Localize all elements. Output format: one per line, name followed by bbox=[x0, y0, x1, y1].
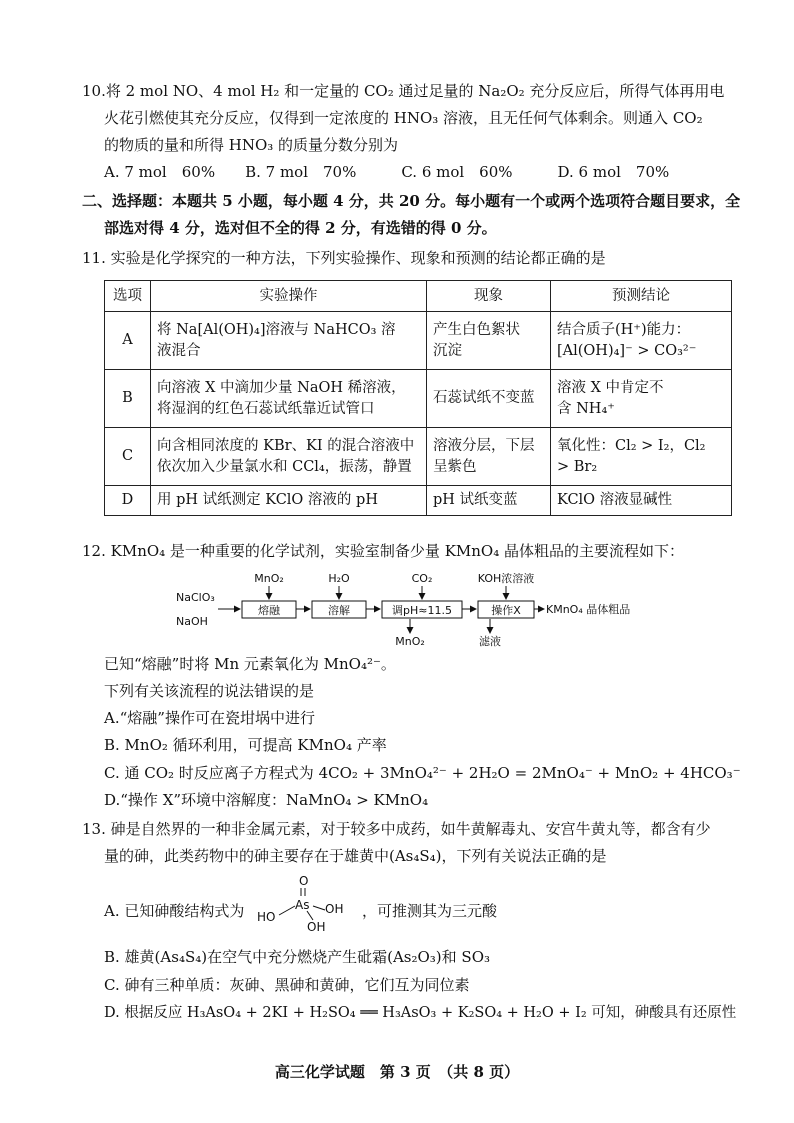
header-operation: 实验操作 bbox=[151, 281, 427, 312]
flow-input-naclo3: NaClO₃ bbox=[176, 591, 215, 604]
q10-line1: 10.将 2 mol NO、4 mol H₂ 和一定量的 CO₂ 通过足量的 Na₂O₂ 充分反应后，所得气体再用电 bbox=[82, 82, 725, 100]
cl-line: 含 NH₄⁺ bbox=[557, 400, 615, 417]
q11-table bbox=[104, 280, 732, 516]
row-phenomenon: 石蕊试纸不变蓝 bbox=[427, 370, 551, 428]
q13-option-a-pre: A. 已知砷酸结构式为 bbox=[104, 902, 245, 920]
flow-above-co2: CO₂ bbox=[411, 573, 433, 585]
table-row bbox=[105, 312, 732, 370]
q10-options: A. 7 mol 60% B. 7 mol 70% C. 6 mol 60% D. 6 mol 70% bbox=[104, 163, 670, 181]
page-footer: 高三化学试题 第 3 页 （共 8 页） bbox=[274, 1063, 520, 1081]
struct-o: O bbox=[299, 874, 309, 888]
q13-option-d: D. 根据反应 H₃AsO₄ + 2KI + H₂SO₄ ══ H₃AsO₃ + K₂SO₄ + H₂O + I₂ 可知，砷酸具有还原性 bbox=[104, 1005, 737, 1021]
struct-as: As bbox=[295, 898, 310, 912]
row-phenomenon: pH 试纸变蓝 bbox=[427, 486, 551, 516]
q12-ask: 下列有关该流程的说法错误的是 bbox=[104, 682, 315, 700]
row-conclusion bbox=[551, 428, 732, 486]
section2-line2: 部选对得 4 分，选对但不全的得 2 分，有选错的得 0 分。 bbox=[104, 219, 497, 237]
q10-line3: 的物质的量和所得 HNO₃ 的质量分数分别为 bbox=[104, 136, 399, 154]
q13-option-b: B. 雄黄(As₄S₄)在空气中充分燃烧产生砒霜(As₂O₃)和 SO₃ bbox=[104, 948, 491, 966]
q12-option-d: D.“操作 X”环境中溶解度：NaMnO₄ > KMnO₄ bbox=[104, 791, 429, 809]
q13-line2: 量的砷，此类药物中的砷主要存在于雄黄中(As₄S₄)，下列有关说法正确的是 bbox=[104, 847, 607, 865]
flow-below-mno2: MnO₂ bbox=[395, 635, 425, 648]
flow-step-adjust-ph: 调pH≈11.5 bbox=[392, 604, 452, 617]
flow-product: KMnO₄ 晶体粗品 bbox=[546, 603, 631, 616]
struct-oh-bottom: OH bbox=[307, 920, 326, 934]
flow-step-melt: 熔融 bbox=[258, 604, 280, 617]
q13-line1: 13. 砷是自然界的一种非金属元素，对于较多中成药，如牛黄解毒丸、安宫牛黄丸等，都含有少 bbox=[82, 820, 711, 838]
q12-option-a: A.“熔融”操作可在瓷坩埚中进行 bbox=[104, 709, 315, 727]
cl-line: [Al(OH)₄]⁻ > CO₃²⁻ bbox=[557, 342, 697, 359]
table-row bbox=[105, 428, 732, 486]
struct-oh-left: HO bbox=[257, 910, 276, 924]
q10-line2: 火花引燃使其充分反应，仅得到一定浓度的 HNO₃ 溶液，且无任何气体剩余。则通入 CO₂ bbox=[104, 109, 703, 127]
q11-stem: 11. 实验是化学探究的一种方法，下列实验操作、现象和预测的结论都正确的是 bbox=[82, 249, 606, 267]
arsenic-acid-structure bbox=[255, 873, 365, 935]
row-option: D bbox=[105, 486, 151, 516]
row-conclusion bbox=[551, 312, 732, 370]
ph-line: 呈紫色 bbox=[433, 458, 477, 475]
q13-option-a-post: ，可推测其为三元酸 bbox=[362, 902, 498, 920]
row-operation bbox=[151, 428, 427, 486]
row-operation bbox=[151, 312, 427, 370]
section2-line1: 二、选择题：本题共 5 小题，每小题 4 分，共 20 分。每小题有一个或两个选项符合题目要求，全 bbox=[82, 192, 741, 210]
row-option: B bbox=[105, 370, 151, 428]
flow-input-naoh: NaOH bbox=[176, 615, 208, 628]
op-line: 将 Na[Al(OH)₄]溶液与 NaHCO₃ 溶 bbox=[157, 321, 396, 338]
q12-option-b: B. MnO₂ 循环利用，可提高 KMnO₄ 产率 bbox=[104, 736, 387, 754]
row-conclusion bbox=[551, 370, 732, 428]
row-operation: 用 pH 试纸测定 KClO 溶液的 pH bbox=[151, 486, 427, 516]
flow-above-koh: KOH浓溶液 bbox=[477, 573, 535, 585]
op-line: 将湿润的红色石蕊试纸靠近试管口 bbox=[157, 400, 375, 417]
q12-option-c: C. 通 CO₂ 时反应离子方程式为 4CO₂ + 3MnO₄²⁻ + 2H₂O = 2MnO₄⁻ + MnO₂ + 4HCO₃⁻ bbox=[104, 764, 741, 782]
ph-line: 溶液分层，下层 bbox=[433, 437, 535, 454]
flow-step-operation-x: 操作X bbox=[491, 604, 521, 617]
flow-above-mno2: MnO₂ bbox=[254, 573, 284, 585]
header-phenomenon: 现象 bbox=[427, 281, 551, 312]
row-phenomenon bbox=[427, 312, 551, 370]
op-line: 向溶液 X 中滴加少量 NaOH 稀溶液， bbox=[157, 379, 406, 396]
op-line: 依次加入少量氯水和 CCl₄，振荡，静置 bbox=[157, 458, 412, 475]
ph-line: 产生白色絮状 bbox=[433, 321, 520, 338]
cl-line: 结合质子(H⁺)能力： bbox=[557, 321, 691, 338]
q12-known: 已知“熔融”时将 Mn 元素氧化为 MnO₄²⁻。 bbox=[104, 655, 396, 673]
q12-stem: 12. KMnO₄ 是一种重要的化学试剂，实验室制备少量 KMnO₄ 晶体粗品的主要流程如下： bbox=[82, 542, 685, 560]
row-phenomenon bbox=[427, 428, 551, 486]
row-operation bbox=[151, 370, 427, 428]
row-option: A bbox=[105, 312, 151, 370]
ph-line: 沉淀 bbox=[433, 342, 462, 359]
op-line: 向含相同浓度的 KBr、KI 的混合溶液中 bbox=[157, 437, 415, 454]
flow-diagram bbox=[170, 573, 690, 653]
row-conclusion: KClO 溶液显碱性 bbox=[551, 486, 732, 516]
header-conclusion: 预测结论 bbox=[551, 281, 732, 312]
cl-line: 溶液 X 中肯定不 bbox=[557, 379, 664, 396]
cl-line: > Br₂ bbox=[557, 458, 598, 475]
flow-above-h2o: H₂O bbox=[328, 573, 350, 585]
q13-option-c: C. 砷有三种单质：灰砷、黑砷和黄砷，它们互为同位素 bbox=[104, 976, 470, 994]
op-line: 液混合 bbox=[157, 342, 201, 359]
table-header-row bbox=[105, 281, 732, 312]
struct-oh-right: OH bbox=[325, 902, 344, 916]
table-row bbox=[105, 486, 732, 516]
table-row bbox=[105, 370, 732, 428]
header-option: 选项 bbox=[105, 281, 151, 312]
flow-step-dissolve: 溶解 bbox=[328, 604, 350, 617]
row-option: C bbox=[105, 428, 151, 486]
flow-below-filtrate: 滤液 bbox=[479, 635, 501, 648]
cl-line: 氧化性：Cl₂ > I₂，Cl₂ bbox=[557, 437, 706, 454]
